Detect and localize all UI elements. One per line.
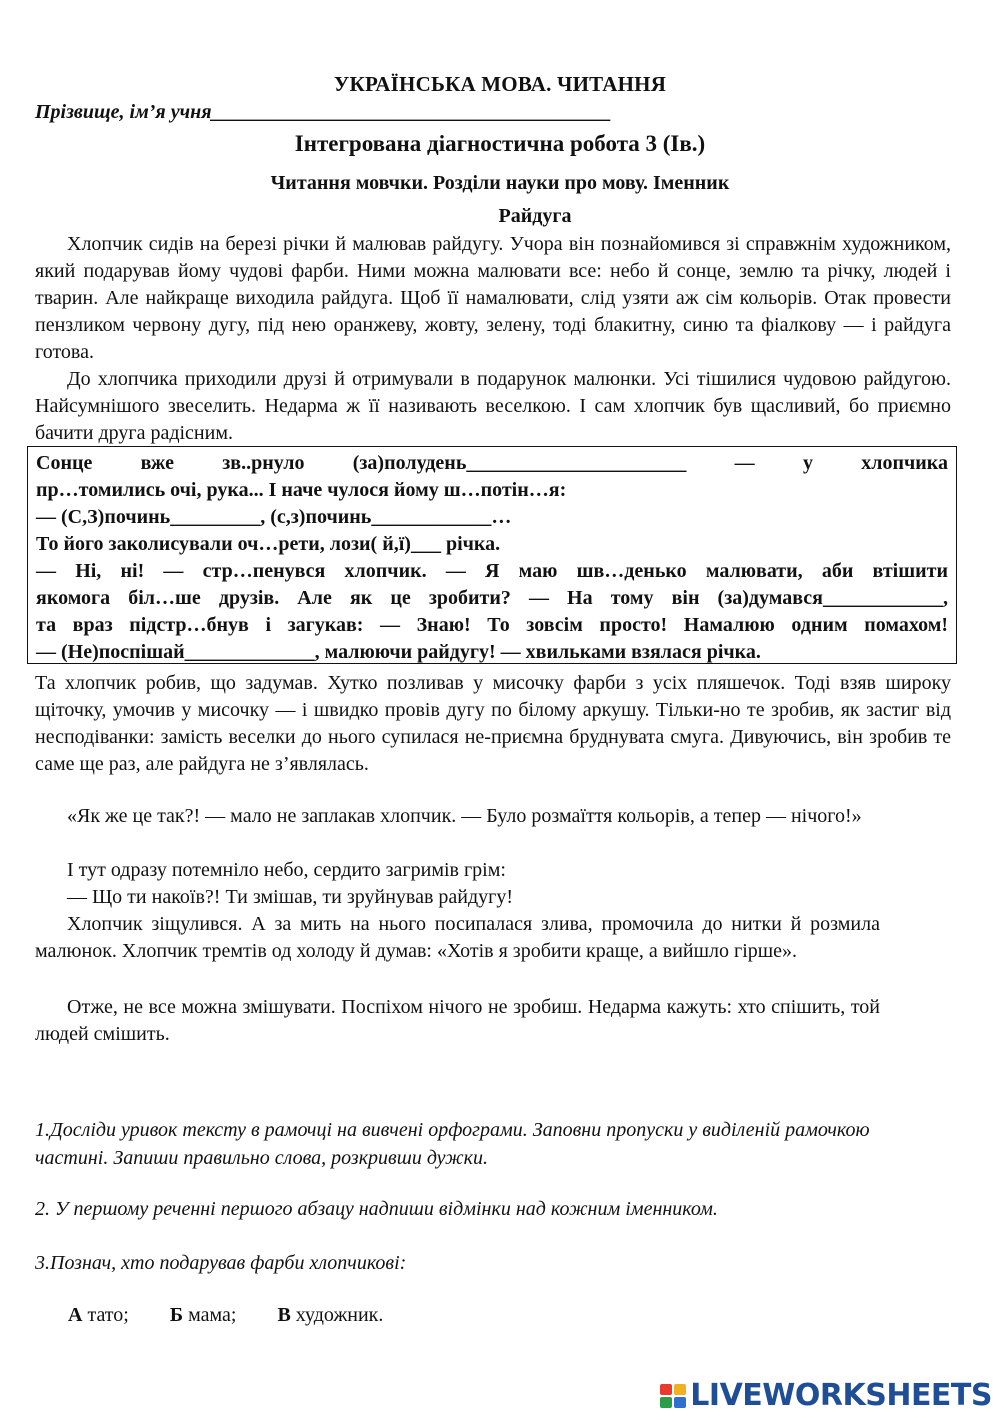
name-blank[interactable]: ________________________________________ — [211, 101, 612, 123]
question-1: 1.Досліди уривок тексту в рамочці на вивчені орфограми. Заповни пропуски у виділеній рамочкою частині. Запиши правильно слова, розкривши дужки. — [35, 1119, 870, 1169]
logo-text: LIVEWORKSHEETS — [690, 1378, 992, 1413]
question-3: 3.Познач, хто подарував фарби хлопчикові: — [35, 1252, 407, 1274]
answer-options — [68, 1304, 383, 1327]
answer-option-a[interactable]: А тато; — [68, 1304, 129, 1326]
answer-option-b[interactable]: Б мама; — [169, 1304, 237, 1326]
story-paragraph-5: І тут одразу потемніло небо, сердито загримів грім: — [67, 859, 506, 881]
story-paragraph-4: «Як же це так?! — мало не заплакав хлопчик. — Було розмаїття кольорів, а тепер — нічого!» — [67, 805, 862, 827]
box-line-7: та враз підстр…бнув і загукав: — Знаю! То зовсім просто! Намалюю одним помахом! — [36, 614, 948, 636]
story-title: Райдуга — [498, 205, 572, 227]
story-paragraph-2: До хлопчика приходили друзі й отримували в подарунок малюнки. Усі тішилися чудовою райдугою. Найсумнішого звеселить. Недарма ж її називають веселкою. І сам хлопчик був щасливий, бо приємно бачити друга радісним. — [35, 368, 951, 444]
logo-mark-icon — [660, 1384, 686, 1408]
answer-option-c[interactable]: В художник. — [277, 1304, 384, 1326]
subject-title: УКРАЇНСЬКА МОВА. ЧИТАННЯ — [333, 72, 667, 96]
story-paragraph-3: Та хлопчик робив, що задумав. Хутко позливав у мисочку фарби з усіх пляшечок. Тоді взяв широку щіточку, умочив у мисочку — і швидко провів дугу по білому аркушу. Тільки-но те зробив, як застиг від несподіванки: замість веселки до нього супилася не-приємна бруднувата смуга. Дивуючись, він зробив те саме ще раз, але райдуга не з’являлась. — [35, 672, 951, 775]
box-line-5: — Ні, ні! — стр…пенувся хлопчик. — Я маю шв…денько малювати, аби втішити — [36, 560, 948, 582]
student-name-line — [35, 101, 612, 124]
liveworksheets-logo — [660, 1378, 992, 1413]
story-paragraph-7: Хлопчик зіщулився. А за мить на нього посипалася злива, промочила до нитки й розмила малюнок. Хлопчик тремтів од холоду й думав: «Хотів я зробити краще, а вийшло гірше». — [35, 913, 880, 962]
work-title: Інтегрована діагностична робота 3 (Ів.) — [294, 131, 706, 156]
story-paragraph-6: — Що ти накоїв?! Ти змішав, ти зруйнував райдугу! — [67, 886, 514, 908]
box-line-3: — (С,З)починь_________, (с,з)починь____________… — [36, 506, 512, 528]
story-paragraph-1: Хлопчик сидів на березі річки й малював райдугу. Учора він познайомився зі справжнім художником, який подарував йому чудові фарби. Ними можна малювати все: небо й сонце, землю та річку, людей і тварин. Але найкраще виходила райдуга. Щоб її намалювати, слід узяти аж сім кольорів. Отак провести пензликом червону дугу, під нею оранжеву, жовту, зелену, тоді блакитну, синю та фіалкову — і райдуга готова. — [35, 233, 951, 363]
box-line-4: То його заколисували оч…рети, лози( й,ї)___ річка. — [36, 533, 501, 555]
box-line-2: пр…томились очі, рука... І наче чулося йому ш…потін…я: — [36, 479, 567, 501]
exercise-box — [27, 446, 957, 664]
box-line-8: — (Не)поспішай_____________, малюючи райдугу! — хвильками взялася річка. — [36, 641, 761, 663]
name-label: Прізвище, ім’я учня — [35, 101, 212, 123]
story-paragraph-8: Отже, не все можна змішувати. Поспіхом нічого не зробиш. Недарма кажуть: хто спішить, той людей смішить. — [35, 996, 880, 1045]
box-line-1: Сонце вже зв..рнуло (за)полудень______________________ — у хлопчика — [36, 452, 948, 474]
work-subtitle: Читання мовчки. Розділи науки про мову. Іменник — [270, 172, 730, 194]
question-2: 2. У першому реченні першого абзацу надпиши відмінки над кожним іменником. — [35, 1198, 718, 1220]
box-line-6: якомога біл…ше друзів. Але як це зробити? — На тому він (за)думався____________, — [36, 587, 948, 609]
